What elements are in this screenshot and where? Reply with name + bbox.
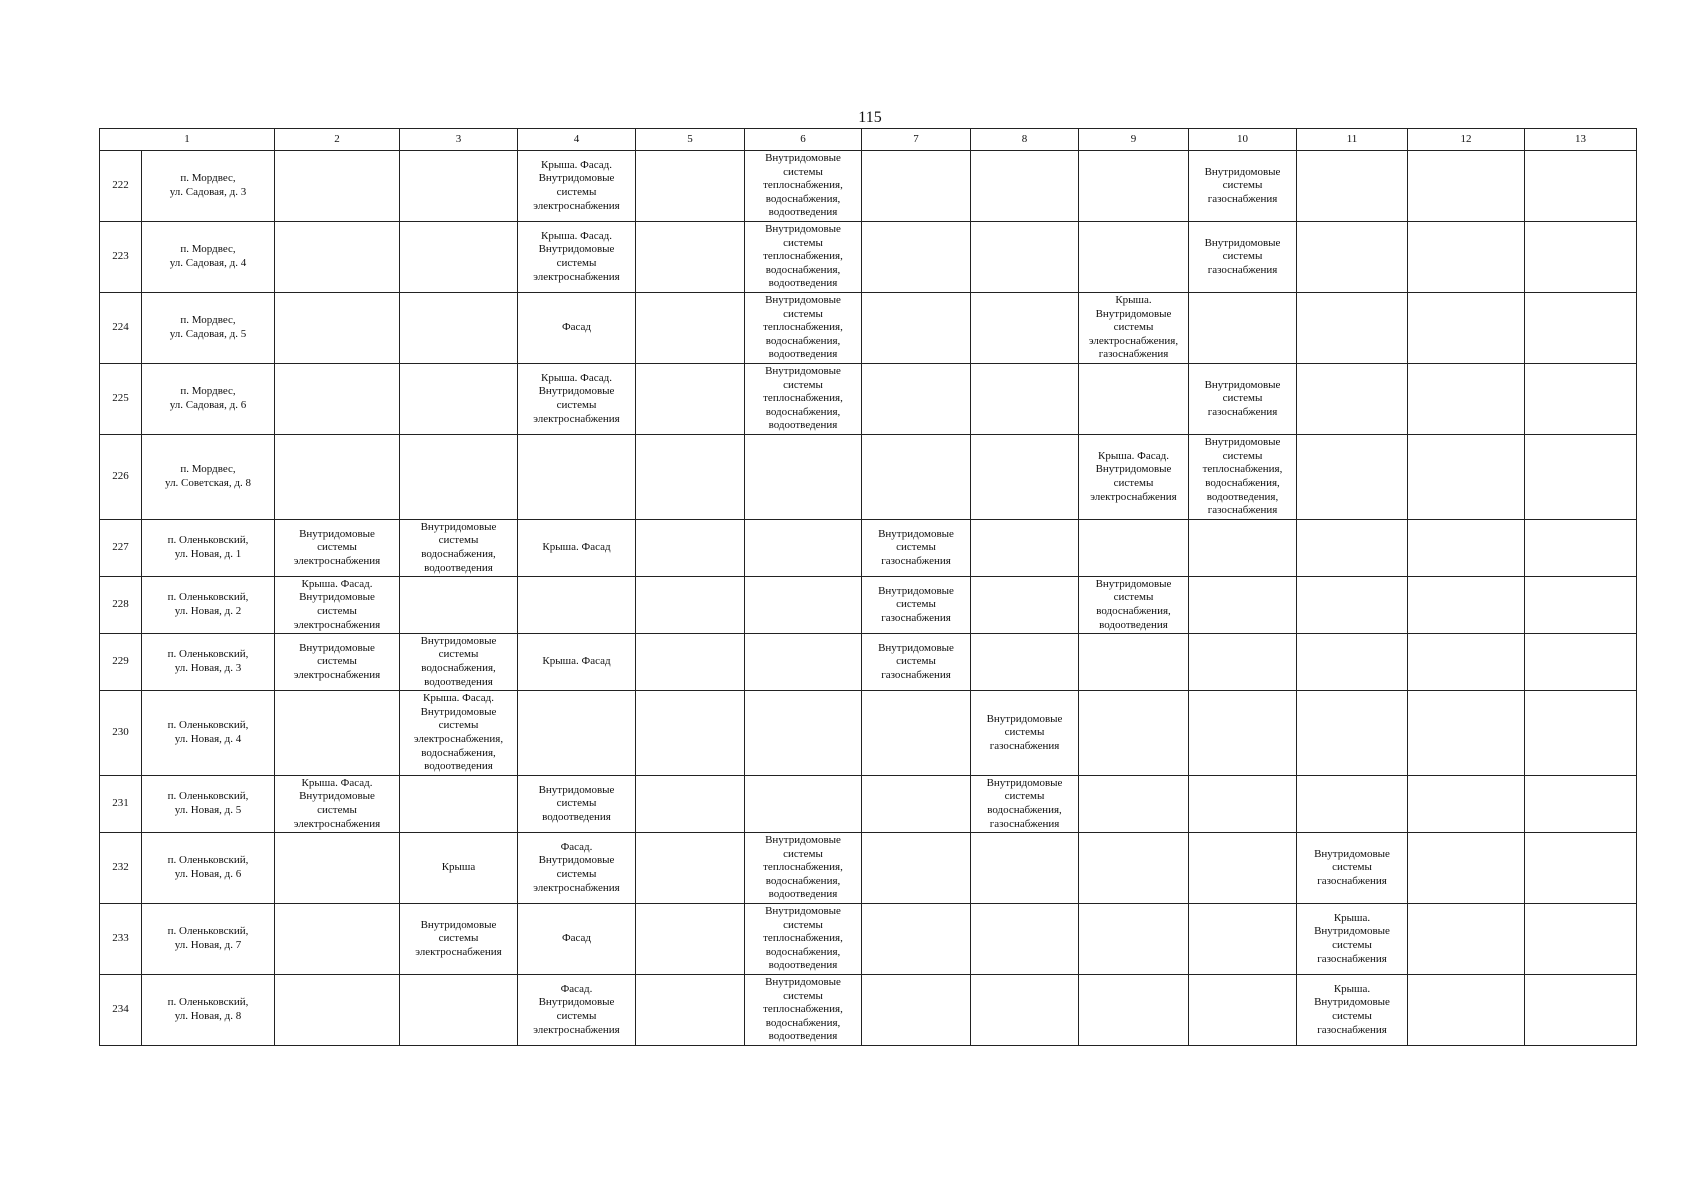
work-cell: Внутридомовые системы газоснабжения — [1297, 833, 1408, 904]
address-cell: п. Оленьковский, ул. Новая, д. 6 — [142, 833, 275, 904]
repair-schedule-table — [99, 128, 1637, 1046]
work-cell — [1525, 151, 1637, 222]
work-cell — [1525, 833, 1637, 904]
work-cell — [636, 975, 745, 1046]
table-row — [100, 904, 1637, 975]
column-header: 6 — [745, 129, 862, 151]
work-cell — [1408, 293, 1525, 364]
work-cell — [1408, 833, 1525, 904]
work-cell — [1297, 293, 1408, 364]
work-cell — [745, 435, 862, 520]
work-cell — [636, 435, 745, 520]
row-number: 231 — [100, 776, 142, 833]
work-cell — [1408, 222, 1525, 293]
work-cell — [862, 293, 971, 364]
work-cell: Крыша. Фасад. Внутридомовые системы электроснабжения — [518, 364, 636, 435]
work-cell — [1408, 975, 1525, 1046]
work-cell — [1189, 634, 1297, 691]
work-cell — [400, 577, 518, 634]
work-cell — [1525, 577, 1637, 634]
work-cell — [1408, 634, 1525, 691]
work-cell — [1297, 222, 1408, 293]
work-cell — [971, 904, 1079, 975]
column-header: 4 — [518, 129, 636, 151]
work-cell — [862, 151, 971, 222]
work-cell: Внутридомовые системы электроснабжения — [275, 520, 400, 577]
work-cell — [1525, 904, 1637, 975]
address-cell: п. Оленьковский, ул. Новая, д. 5 — [142, 776, 275, 833]
work-cell — [1079, 975, 1189, 1046]
work-cell — [275, 222, 400, 293]
work-cell — [636, 691, 745, 776]
work-cell: Внутридомовые системы электроснабжения — [400, 904, 518, 975]
work-cell: Внутридомовые системы теплоснабжения, водоснабжения, водоотведения — [745, 222, 862, 293]
work-cell — [275, 364, 400, 435]
table-row — [100, 776, 1637, 833]
work-cell — [971, 520, 1079, 577]
work-cell: Крыша. Фасад. Внутридомовые системы электроснабжения — [1079, 435, 1189, 520]
address-cell: п. Мордвес, ул. Садовая, д. 3 — [142, 151, 275, 222]
work-cell — [745, 520, 862, 577]
work-cell: Внутридомовые системы теплоснабжения, водоснабжения, водоотведения — [745, 833, 862, 904]
address-cell: п. Оленьковский, ул. Новая, д. 7 — [142, 904, 275, 975]
work-cell — [400, 293, 518, 364]
work-cell: Крыша. Внутридомовые системы газоснабжения — [1297, 975, 1408, 1046]
address-cell: п. Оленьковский, ул. Новая, д. 8 — [142, 975, 275, 1046]
work-cell: Внутридомовые системы газоснабжения — [971, 691, 1079, 776]
work-cell: Внутридомовые системы теплоснабжения, водоснабжения, водоотведения — [745, 293, 862, 364]
work-cell: Внутридомовые системы теплоснабжения, водоснабжения, водоотведения — [745, 364, 862, 435]
work-cell — [745, 691, 862, 776]
work-cell — [1297, 577, 1408, 634]
work-cell — [971, 222, 1079, 293]
work-cell — [636, 577, 745, 634]
work-cell — [862, 222, 971, 293]
column-header: 10 — [1189, 129, 1297, 151]
work-cell: Внутридомовые системы водоснабжения, водоотведения — [400, 520, 518, 577]
row-number: 227 — [100, 520, 142, 577]
work-cell: Внутридомовые системы газоснабжения — [1189, 222, 1297, 293]
work-cell: Внутридомовые системы водоотведения — [518, 776, 636, 833]
row-number: 223 — [100, 222, 142, 293]
work-cell: Внутридомовые системы газоснабжения — [862, 634, 971, 691]
work-cell: Внутридомовые системы теплоснабжения, водоснабжения, водоотведения — [745, 904, 862, 975]
column-header: 3 — [400, 129, 518, 151]
work-cell: Крыша. Фасад. Внутридомовые системы электроснабжения — [518, 151, 636, 222]
table-row — [100, 577, 1637, 634]
work-cell — [1189, 776, 1297, 833]
work-cell — [1189, 833, 1297, 904]
row-number: 226 — [100, 435, 142, 520]
work-cell: Внутридомовые системы газоснабжения — [1189, 364, 1297, 435]
work-cell — [518, 691, 636, 776]
row-number: 222 — [100, 151, 142, 222]
column-header: 7 — [862, 129, 971, 151]
work-cell — [1189, 293, 1297, 364]
table-row — [100, 222, 1637, 293]
address-cell: п. Оленьковский, ул. Новая, д. 4 — [142, 691, 275, 776]
work-cell — [1079, 776, 1189, 833]
work-cell — [745, 776, 862, 833]
work-cell — [971, 364, 1079, 435]
work-cell: Внутридомовые системы теплоснабжения, водоснабжения, водоотведения, газоснабжения — [1189, 435, 1297, 520]
work-cell: Фасад. Внутридомовые системы электроснабжения — [518, 833, 636, 904]
work-cell: Крыша. Внутридомовые системы газоснабжения — [1297, 904, 1408, 975]
column-header: 2 — [275, 129, 400, 151]
work-cell — [400, 776, 518, 833]
work-cell — [1079, 520, 1189, 577]
row-number: 225 — [100, 364, 142, 435]
work-cell — [862, 904, 971, 975]
work-cell — [1189, 904, 1297, 975]
work-cell — [1079, 634, 1189, 691]
work-cell — [400, 435, 518, 520]
work-cell — [862, 435, 971, 520]
work-cell — [400, 222, 518, 293]
work-cell — [1408, 691, 1525, 776]
work-cell: Внутридомовые системы газоснабжения — [1189, 151, 1297, 222]
table-row — [100, 691, 1637, 776]
work-cell — [971, 151, 1079, 222]
table-row — [100, 293, 1637, 364]
address-cell: п. Оленьковский, ул. Новая, д. 1 — [142, 520, 275, 577]
table-row — [100, 435, 1637, 520]
address-cell: п. Мордвес, ул. Садовая, д. 4 — [142, 222, 275, 293]
work-cell: Крыша — [400, 833, 518, 904]
column-number-row — [100, 129, 1637, 151]
work-cell — [971, 293, 1079, 364]
work-cell: Внутридомовые системы теплоснабжения, водоснабжения, водоотведения — [745, 975, 862, 1046]
work-cell — [636, 364, 745, 435]
work-cell — [636, 904, 745, 975]
work-cell — [275, 691, 400, 776]
work-cell — [1297, 634, 1408, 691]
work-cell — [1297, 151, 1408, 222]
work-cell — [1408, 520, 1525, 577]
work-cell — [1525, 691, 1637, 776]
work-cell — [971, 435, 1079, 520]
address-cell: п. Мордвес, ул. Садовая, д. 5 — [142, 293, 275, 364]
work-cell — [400, 975, 518, 1046]
work-cell — [636, 520, 745, 577]
work-cell — [745, 577, 862, 634]
work-cell — [1297, 691, 1408, 776]
work-cell — [1525, 435, 1637, 520]
work-cell — [636, 776, 745, 833]
work-cell — [400, 151, 518, 222]
work-cell: Внутридомовые системы электроснабжения — [275, 634, 400, 691]
work-cell — [275, 833, 400, 904]
work-cell — [636, 151, 745, 222]
work-cell — [1408, 577, 1525, 634]
column-header: 9 — [1079, 129, 1189, 151]
work-cell — [1079, 151, 1189, 222]
work-cell — [518, 577, 636, 634]
table-row — [100, 634, 1637, 691]
work-cell — [1297, 520, 1408, 577]
work-cell — [1525, 975, 1637, 1046]
work-cell: Внутридомовые системы водоснабжения, водоотведения — [400, 634, 518, 691]
work-cell: Внутридомовые системы водоснабжения, водоотведения — [1079, 577, 1189, 634]
work-cell — [636, 634, 745, 691]
work-cell: Крыша. Фасад. Внутридомовые системы электроснабжения — [275, 577, 400, 634]
work-cell — [1525, 634, 1637, 691]
work-cell — [518, 435, 636, 520]
row-number: 230 — [100, 691, 142, 776]
work-cell — [1408, 904, 1525, 975]
work-cell — [1408, 364, 1525, 435]
column-header: 5 — [636, 129, 745, 151]
work-cell — [1408, 151, 1525, 222]
work-cell — [275, 904, 400, 975]
address-cell: п. Оленьковский, ул. Новая, д. 2 — [142, 577, 275, 634]
work-cell — [1297, 776, 1408, 833]
work-cell — [1189, 520, 1297, 577]
work-cell — [1079, 222, 1189, 293]
work-cell — [971, 577, 1079, 634]
column-header: 13 — [1525, 129, 1637, 151]
work-cell: Крыша. Внутридомовые системы электроснабжения, газоснабжения — [1079, 293, 1189, 364]
table-row — [100, 364, 1637, 435]
work-cell — [1079, 833, 1189, 904]
work-cell — [1189, 691, 1297, 776]
work-cell — [862, 975, 971, 1046]
work-cell — [1079, 904, 1189, 975]
work-cell — [1525, 222, 1637, 293]
work-cell: Крыша. Фасад. Внутридомовые системы электроснабжения — [275, 776, 400, 833]
row-number: 228 — [100, 577, 142, 634]
work-cell — [1525, 364, 1637, 435]
work-cell: Крыша. Фасад. Внутридомовые системы электроснабжения, водоснабжения, водоотведения — [400, 691, 518, 776]
work-cell — [1079, 364, 1189, 435]
column-header: 8 — [971, 129, 1079, 151]
work-cell — [400, 364, 518, 435]
work-cell — [1525, 293, 1637, 364]
work-cell — [275, 293, 400, 364]
work-cell — [636, 222, 745, 293]
address-cell: п. Оленьковский, ул. Новая, д. 3 — [142, 634, 275, 691]
work-cell — [971, 975, 1079, 1046]
work-cell — [1297, 364, 1408, 435]
work-cell — [862, 691, 971, 776]
work-cell — [1525, 776, 1637, 833]
row-number: 229 — [100, 634, 142, 691]
work-cell — [1189, 975, 1297, 1046]
table-row — [100, 833, 1637, 904]
work-cell — [1408, 776, 1525, 833]
work-cell — [745, 634, 862, 691]
work-cell — [275, 435, 400, 520]
column-header: 12 — [1408, 129, 1525, 151]
work-cell: Крыша. Фасад — [518, 634, 636, 691]
work-cell: Внутридомовые системы газоснабжения — [862, 577, 971, 634]
table-row — [100, 151, 1637, 222]
page-number: 115 — [858, 109, 882, 126]
work-cell — [636, 293, 745, 364]
table-row — [100, 975, 1637, 1046]
work-cell: Фасад. Внутридомовые системы электроснабжения — [518, 975, 636, 1046]
row-number: 224 — [100, 293, 142, 364]
work-cell: Внутридомовые системы теплоснабжения, водоснабжения, водоотведения — [745, 151, 862, 222]
work-cell: Крыша. Фасад. Внутридомовые системы электроснабжения — [518, 222, 636, 293]
work-cell — [862, 364, 971, 435]
work-cell: Внутридомовые системы газоснабжения — [862, 520, 971, 577]
work-cell — [1189, 577, 1297, 634]
work-cell — [971, 833, 1079, 904]
address-cell: п. Мордвес, ул. Советская, д. 8 — [142, 435, 275, 520]
work-cell — [1408, 435, 1525, 520]
work-cell — [862, 833, 971, 904]
table-row — [100, 520, 1637, 577]
work-cell — [1079, 691, 1189, 776]
work-cell — [1297, 435, 1408, 520]
work-cell — [971, 634, 1079, 691]
column-header: 11 — [1297, 129, 1408, 151]
work-cell: Внутридомовые системы водоснабжения, газоснабжения — [971, 776, 1079, 833]
work-cell: Крыша. Фасад — [518, 520, 636, 577]
row-number: 234 — [100, 975, 142, 1046]
address-cell: п. Мордвес, ул. Садовая, д. 6 — [142, 364, 275, 435]
work-cell — [275, 975, 400, 1046]
work-cell — [636, 833, 745, 904]
work-cell — [1525, 520, 1637, 577]
row-number: 233 — [100, 904, 142, 975]
row-number: 232 — [100, 833, 142, 904]
work-cell: Фасад — [518, 293, 636, 364]
work-cell: Фасад — [518, 904, 636, 975]
work-cell — [275, 151, 400, 222]
work-cell — [862, 776, 971, 833]
column-header: 1 — [100, 129, 275, 151]
